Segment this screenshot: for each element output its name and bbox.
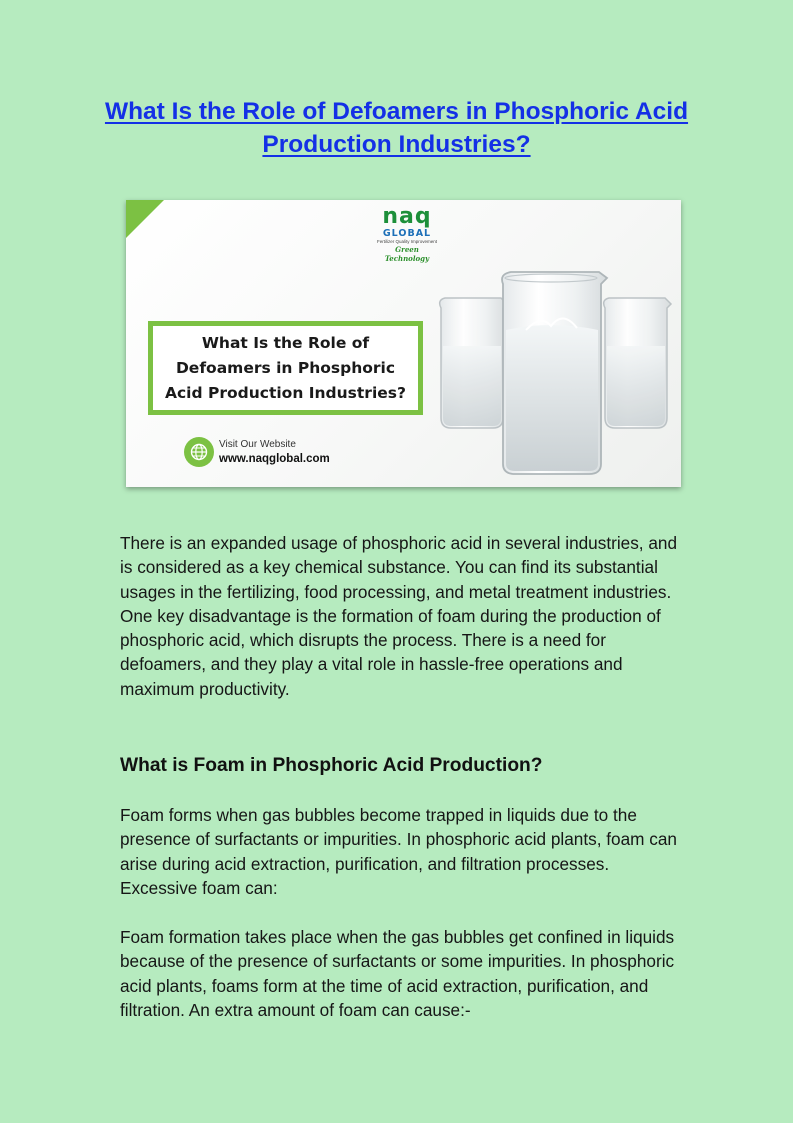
banner-headline-box bbox=[148, 321, 423, 415]
section-heading: What is Foam in Phosphoric Acid Production? bbox=[120, 755, 543, 776]
visit-url: www.naqglobal.com bbox=[219, 453, 330, 465]
beaker-center bbox=[502, 272, 607, 474]
intro-paragraph: There is an expanded usage of phosphoric acid in several industries, and is considered as a key chemical substance. You can find its substantial usages in the fertilizing, food processing, and metal treatment industries. One key disadvantage is the formation of foam during the production of phosphoric acid, which disrupts the process. There is a need for defoamers, and they play a vital role in hassle-free operations and maximum productivity. bbox=[120, 533, 678, 699]
visit-website-block bbox=[184, 436, 330, 468]
logo-tagline: Fertilizer Quality Improvement bbox=[376, 239, 438, 244]
foam-paragraph-2: Foam formation takes place when the gas bubbles get confined in liquids because of the presence of surfactants or some impurities. In phosphoric acid plants, foams form at the time of acid extraction, purification, and filtration. An extra amount of foam can cause:- bbox=[120, 927, 675, 1020]
banner-corner-accent bbox=[126, 200, 164, 238]
foam-paragraph-1: Foam forms when gas bubbles become trapped in liquids due to the presence of surfactants or impurities. In phosphoric acid plants, foam can arise during acid extraction, purification, and filtration processes. Excessive foam can: bbox=[120, 805, 677, 898]
globe-icon bbox=[184, 437, 214, 467]
banner-headline: What Is the Role of Defoamers in Phosphoric Acid Production Industries? bbox=[164, 333, 406, 402]
logo-green-text: Green Technology bbox=[384, 245, 430, 263]
logo-main-text: naq bbox=[382, 204, 432, 229]
visit-label: Visit Our Website bbox=[219, 439, 296, 450]
article-banner-image bbox=[126, 200, 681, 487]
page-title-link[interactable]: What Is the Role of Defoamers in Phosphoric Acid Production Industries? bbox=[104, 98, 689, 158]
beakers-illustration bbox=[431, 268, 681, 478]
beaker-left bbox=[440, 298, 507, 428]
naq-global-logo bbox=[372, 206, 442, 266]
logo-sub-text: GLOBAL bbox=[382, 228, 432, 239]
beaker-right bbox=[604, 298, 671, 428]
